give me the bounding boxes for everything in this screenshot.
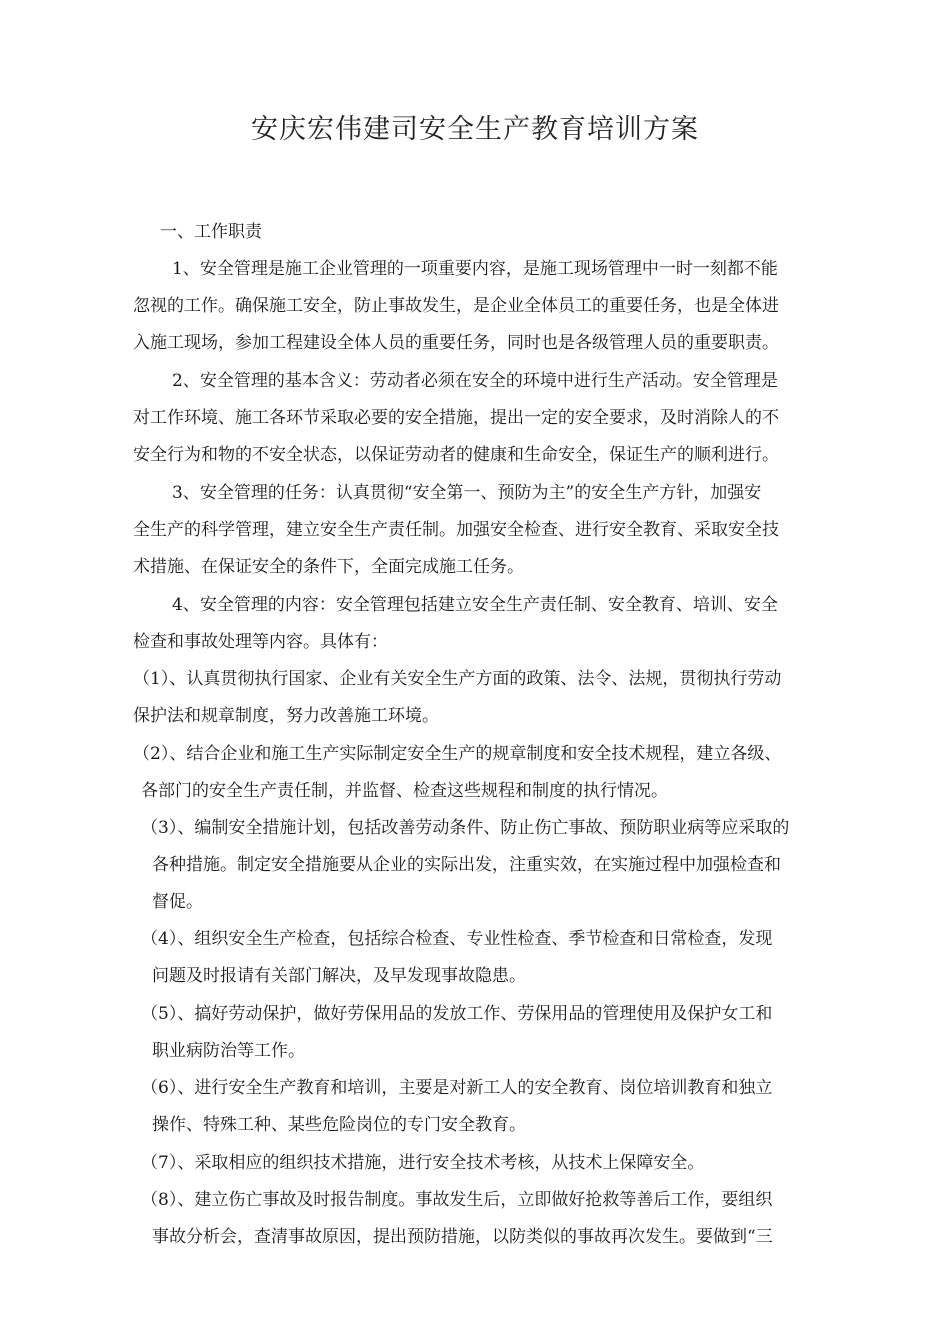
paragraph-line: 入施工现场，参加工程建设全体人员的重要任务，同时也是各级管理人员的重要职责。 [133,333,779,353]
paragraph-line: 忽视的工作。确保施工安全，防止事故发生，是企业全体员工的重要任务，也是全体进 [133,296,779,316]
list-item-line: （3）、编制安全措施计划，包括改善劳动条件、防止伤亡事故、预防职业病等应采取的 [141,818,790,838]
list-item-line: 问题及时报请有关部门解决，及早发现事故隐患。 [152,966,526,986]
list-item-line: （1）、认真贯彻执行国家、企业有关安全生产方面的政策、法令、法规，贯彻执行劳动 [133,669,782,689]
list-item-line: 各部门的安全生产责任制，并监督、检查这些规程和制度的执行情况。 [141,781,668,801]
list-item-line: 保护法和规章制度，努力改善施工环境。 [133,706,439,726]
list-item-line: （5）、搞好劳动保护，做好劳保用品的发放工作、劳保用品的管理使用及保护女工和 [141,1004,773,1024]
list-item-line: （4）、组织安全生产检查，包括综合检查、专业性检查、季节检查和日常检查，发现 [141,929,773,949]
paragraph-line: 术措施、在保证安全的条件下，全面完成施工任务。 [133,557,524,577]
paragraph-line: 2、安全管理的基本含义：劳动者必须在安全的环境中进行生产活动。安全管理是 [172,371,778,391]
list-item-line: 督促。 [152,892,203,912]
paragraph-line: 3、安全管理的任务：认真贯彻“安全第一、预防为主”的安全生产方针，加强安 [172,483,762,503]
paragraph-line: 全生产的科学管理，建立安全生产责任制。加强安全检查、进行安全教育、采取安全技 [133,520,779,540]
paragraph-line: 检查和事故处理等内容。具体有： [133,632,388,652]
list-item-line: （2）、结合企业和施工生产实际制定安全生产的规章制度和安全技术规程，建立各级、 [133,744,782,764]
list-item-line: （6）、进行安全生产教育和培训，主要是对新工人的安全教育、岗位培训教育和独立 [141,1078,773,1098]
section-heading: 一、工作职责 [160,222,262,242]
list-item-line: （8）、建立伤亡事故及时报告制度。事故发生后，立即做好抢救等善后工作，要组织 [141,1190,773,1210]
list-item-line: 职业病防治等工作。 [152,1041,305,1061]
list-item-line: （7）、采取相应的组织技术措施，进行安全技术考核，从技术上保障安全。 [141,1153,705,1173]
paragraph-line: 对工作环境、施工各环节采取必要的安全措施，提出一定的安全要求，及时消除人的不 [133,408,779,428]
list-item-line: 事故分析会，查清事故原因，提出预防措施，以防类似的事故再次发生。要做到“三 [152,1227,773,1247]
list-item-line: 各种措施。制定安全措施要从企业的实际出发，注重实效，在实施过程中加强检查和 [152,855,781,875]
paragraph-line: 1、安全管理是施工企业管理的一项重要内容，是施工现场管理中一时一刻都不能 [172,259,778,279]
document-title: 安庆宏伟建司安全生产教育培训方案 [251,114,699,145]
list-item-line: 操作、特殊工种、某些危险岗位的专门安全教育。 [152,1115,526,1135]
paragraph-line: 安全行为和物的不安全状态，以保证劳动者的健康和生命安全，保证生产的顺利进行。 [133,445,779,465]
paragraph-line: 4、安全管理的内容：安全管理包括建立安全生产责任制、安全教育、培训、安全 [172,595,778,615]
